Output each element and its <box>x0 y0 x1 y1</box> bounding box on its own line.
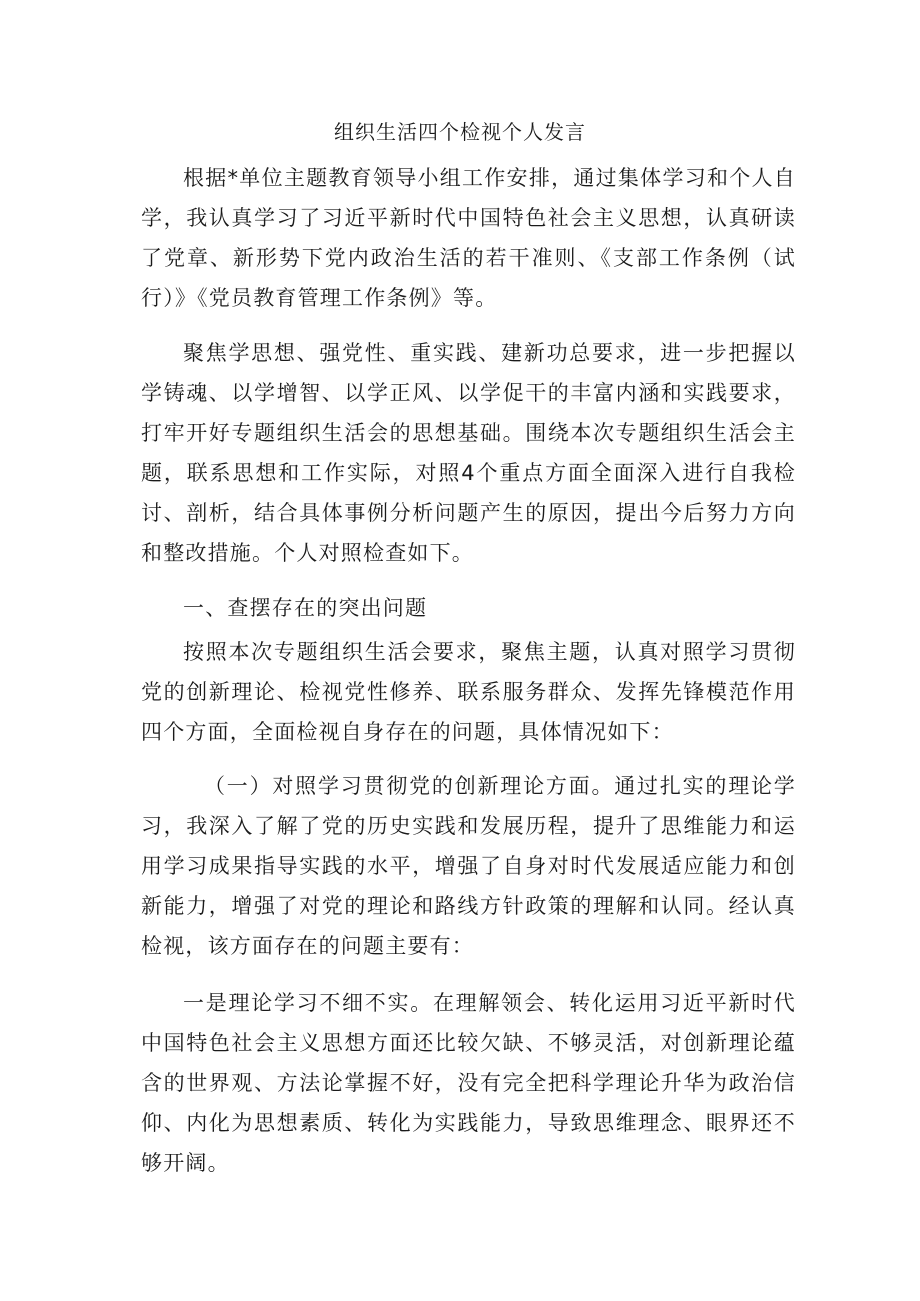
paragraph-problem-1: 一是理论学习不细不实。在理解领会、转化运用习近平新时代中国特色社会主义思想方面还比较欠缺、不够灵活，对创新理论蕴含的世界观、方法论掌握不好，没有完全把科学理论升华为政治信仰、内化为思想素质、转化为实践能力，导致思维理念、眼界还不够开阔。 <box>141 991 796 1175</box>
section-heading-1: 一、查摆存在的突出问题 <box>183 596 428 620</box>
paragraph-subsection-1: （一）对照学习贯彻党的创新理论方面。通过扎实的理论学习，我深入了解了党的历史实践和发展历程，提升了思维能力和运用学习成果指导实践的水平，增强了自身对时代发展适应能力和创新能力，增强了对党的理论和路线方针政策的理解和认同。经认真检视，该方面存在的问题主要有： <box>141 774 796 958</box>
paragraph-focus: 聚焦学思想、强党性、重实践、建新功总要求，进一步把握以学铸魂、以学增智、以学正风、以学促干的丰富内涵和实践要求，打牢开好专题组织生活会的思想基础。围绕本次专题组织生活会主题，联系思想和工作实际，对照4个重点方面全面深入进行自我检讨、剖析，结合具体事例分析问题产生的原因，提出今后努力方向和整改措施。个人对照检查如下。 <box>141 341 796 565</box>
paragraph-intro: 根据*单位主题教育领导小组工作安排，通过集体学习和个人自学，我认真学习了习近平新时代中国特色社会主义思想，认真研读了党章、新形势下党内政治生活的若干准则、《支部工作条例（试行）》《党员教育管理工作条例》等。 <box>141 166 796 310</box>
document-title: 组织生活四个检视个人发言 <box>334 120 586 144</box>
paragraph-requirements: 按照本次专题组织生活会要求，聚焦主题，认真对照学习贯彻党的创新理论、检视党性修养、联系服务群众、发挥先锋模范作用四个方面，全面检视自身存在的问题，具体情况如下： <box>141 640 796 744</box>
